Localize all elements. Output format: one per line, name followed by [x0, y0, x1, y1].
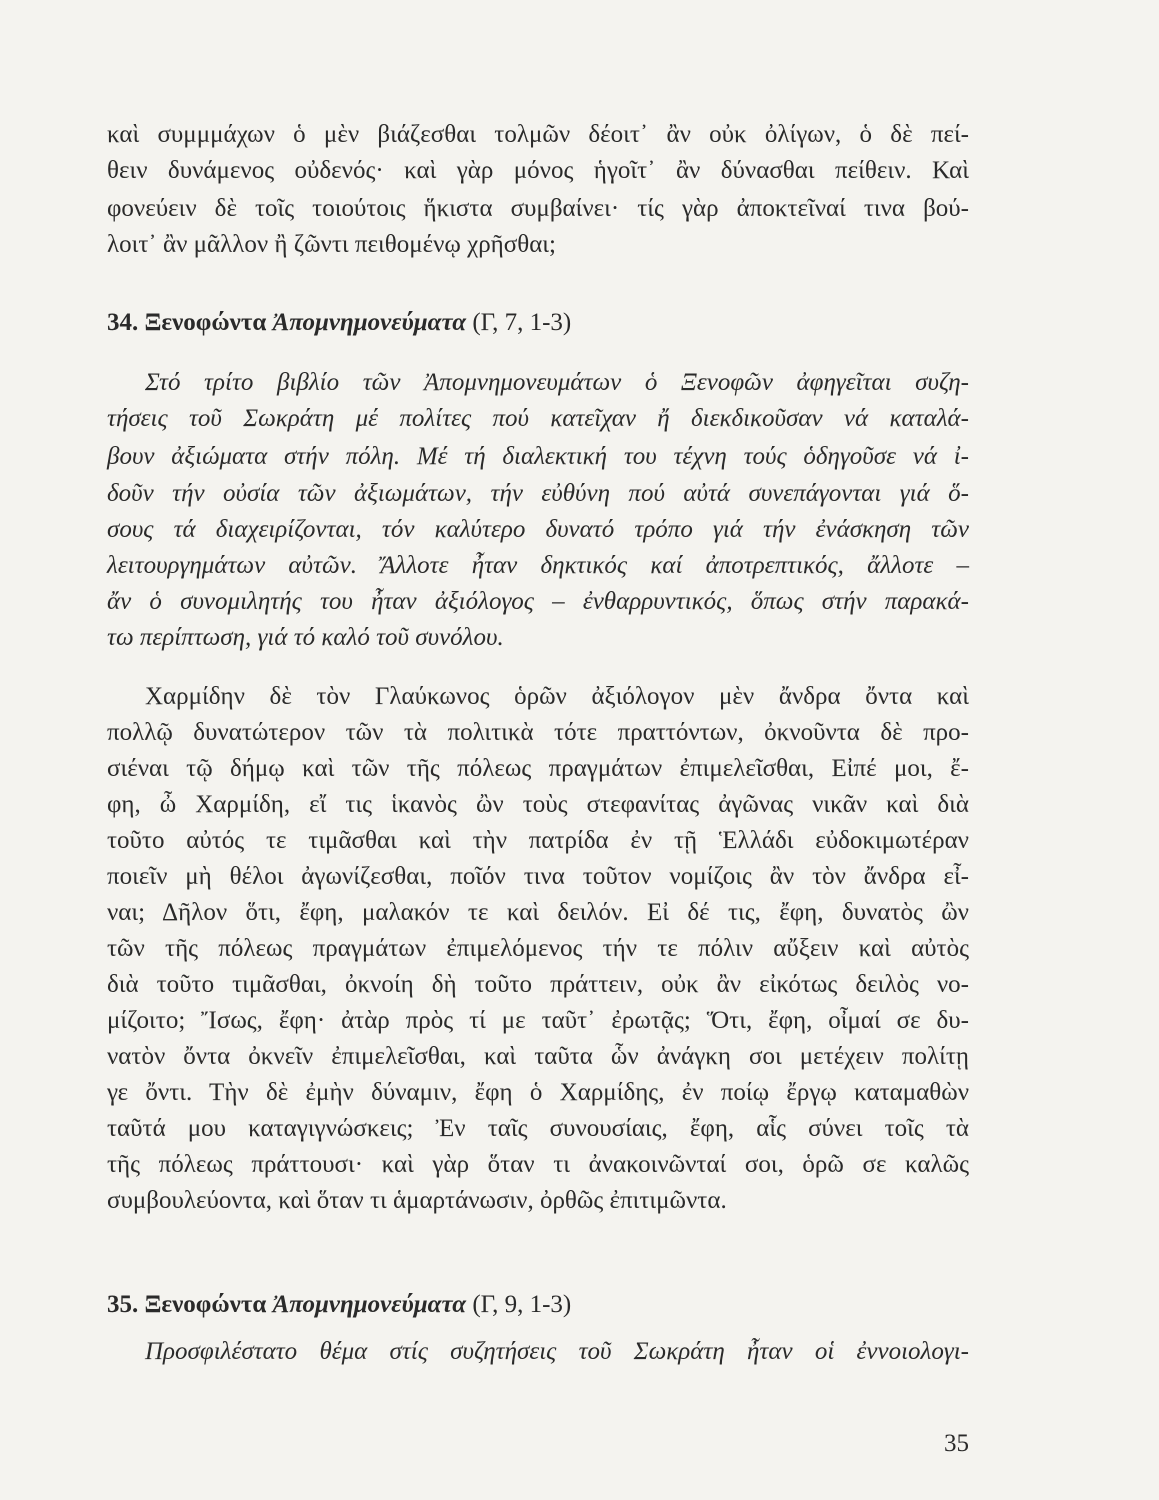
text-line: γε ὄντι. Τὴν δὲ ἐμὴν δύναμιν, ἔφη ὁ Χαρμίδης, ἐν ποίῳ ἔργῳ καταμαθὼν: [107, 1079, 969, 1106]
text-line: ναι; Δῆλον ὅτι, ἔφη, μαλακόν τε καὶ δειλόν. Εἰ δέ τις, ἔφη, δυνατὸς ὢν: [107, 899, 969, 926]
text-line: Χαρμίδην δὲ τὸν Γλαύκωνος ὁρῶν ἀξιόλογον μὲν ἄνδρα ὄντα καὶ: [145, 683, 969, 710]
text-line: τοῦτο αὐτός τε τιμᾶσθαι καὶ τὴν πατρίδα ἐν τῇ Ἑλλάδι εὐδοκιμωτέραν: [107, 827, 969, 854]
text-line: ποιεῖν μὴ θέλοι ἀγωνίζεσθαι, ποῖόν τινα τοῦτον νομίζοις ἂν τὸν ἄνδρα εἶ-: [107, 863, 969, 890]
text-line: τῶν τῆς πόλεως πραγμάτων ἐπιμελόμενος τήν τε πόλιν αὔξειν καὶ αὐτὸς: [107, 935, 969, 962]
text-line: ἄν ὁ συνομιλητής του ἦταν ἀξιόλογος – ἐνθαρρυντικός, ὅπως στήν παρακά-: [107, 588, 969, 615]
section-heading: [107, 305, 571, 341]
text-line: φη, ὦ Χαρμίδη, εἴ τις ἱκανὸς ὢν τοὺς στεφανίτας ἀγῶνας νικᾶν καὶ διὰ: [107, 791, 969, 818]
text-line: τω περίπτωση, γιά τό καλό τοῦ συνόλου.: [107, 624, 504, 651]
text-line: νατὸν ὄντα ὀκνεῖν ἐπιμελεῖσθαι, καὶ ταῦτα ὧν ἀνάγκη σοι μετέχειν πολίτῃ: [107, 1043, 969, 1070]
text-line: συμβουλεύοντα, καὶ ὅταν τι ἁμαρτάνωσιν, ὀρθῶς ἐπιτιμῶντα.: [107, 1187, 727, 1214]
section-number: 34.: [107, 309, 139, 336]
text-line: τήσεις τοῦ Σωκράτη μέ πολίτες πού κατεῖχαν ἤ διεκδικοῦσαν νά καταλά-: [107, 405, 969, 432]
section-work-title: Ἀπομνημονεύματα: [272, 309, 467, 336]
text-line: φονεύειν δὲ τοῖς τοιούτοις ἥκιστα συμβαίνει· τίς γὰρ ἀποκτεῖναί τινα βού-: [107, 195, 969, 222]
page-number: 35: [944, 1430, 969, 1457]
text-line: καὶ συμμμάχων ὁ μὲν βιάζεσθαι τολμῶν δέοιτ᾽ ἂν οὐκ ὀλίγων, ὁ δὲ πεί-: [107, 121, 969, 148]
section-author: Ξενοφώντα: [144, 309, 267, 336]
text-line: διὰ τοῦτο τιμᾶσθαι, ὀκνοίη δὴ τοῦτο πράττειν, οὐκ ἂν εἰκότως δειλὸς νο-: [107, 971, 969, 998]
text-line: Προσφιλέστατο θέμα στίς συζητήσεις τοῦ Σωκράτη ἦταν οἱ ἐννοιολογι-: [145, 1338, 969, 1365]
text-line: δοῦν τήν οὐσία τῶν ἀξιωμάτων, τήν εὐθύνη πού αὐτά συνεπάγονται γιά ὅ-: [107, 480, 969, 507]
text-line: λοιτ᾽ ἂν μᾶλλον ἢ ζῶντι πειθομένῳ χρῆσθαι;: [107, 231, 556, 258]
section-reference: (Γ, 7, 1-3): [472, 309, 572, 336]
text-line: θειν δυνάμενος οὐδενός· καὶ γὰρ μόνος ἡγοῖτ᾽ ἂν δύνασθαι πείθειν. Καὶ: [107, 157, 969, 184]
text-line: Στό τρίτο βιβλίο τῶν Ἀπομνημονευμάτων ὁ Ξενοφῶν ἀφηγεῖται συζη-: [145, 369, 969, 396]
section-work-title: Ἀπομνημονεύματα: [272, 1291, 467, 1318]
text-line: ταῦτά μου καταγιγνώσκεις; Ἐν ταῖς συνουσίαις, ἔφη, αἷς σύνει τοῖς τὰ: [107, 1115, 969, 1142]
text-line: βουν ἀξιώματα στήν πόλη. Μέ τή διαλεκτική του τέχνη τούς ὁδηγοῦσε νά ἰ-: [107, 443, 969, 470]
text-line: τῆς πόλεως πράττουσι· καὶ γὰρ ὅταν τι ἀνακοινῶνταί σοι, ὁρῶ σε καλῶς: [107, 1151, 969, 1178]
text-line: σιέναι τῷ δήμῳ καὶ τῶν τῆς πόλεως πραγμάτων ἐπιμελεῖσθαι, Εἰπέ μοι, ἔ-: [107, 755, 969, 782]
text-line: λειτουργημάτων αὐτῶν. Ἄλλοτε ἦταν δηκτικός καί ἀποτρεπτικός, ἄλλοτε –: [107, 552, 969, 579]
section-reference: (Γ, 9, 1-3): [472, 1291, 572, 1318]
section-author: Ξενοφώντα: [144, 1291, 267, 1318]
text-line: μίζοιτο; Ἴσως, ἔφη· ἀτὰρ πρὸς τί με ταῦτ᾽ ἐρωτᾷς; Ὅτι, ἔφη, οἶμαί σε δυ-: [107, 1007, 969, 1034]
section-heading: [107, 1287, 571, 1323]
text-line: σους τά διαχειρίζονται, τόν καλύτερο δυνατό τρόπο γιά τήν ἐνάσκηση τῶν: [107, 516, 969, 543]
section-number: 35.: [107, 1291, 139, 1318]
text-line: πολλῷ δυνατώτερον τῶν τὰ πολιτικὰ τότε πραττόντων, ὀκνοῦντα δὲ προ-: [107, 719, 969, 746]
